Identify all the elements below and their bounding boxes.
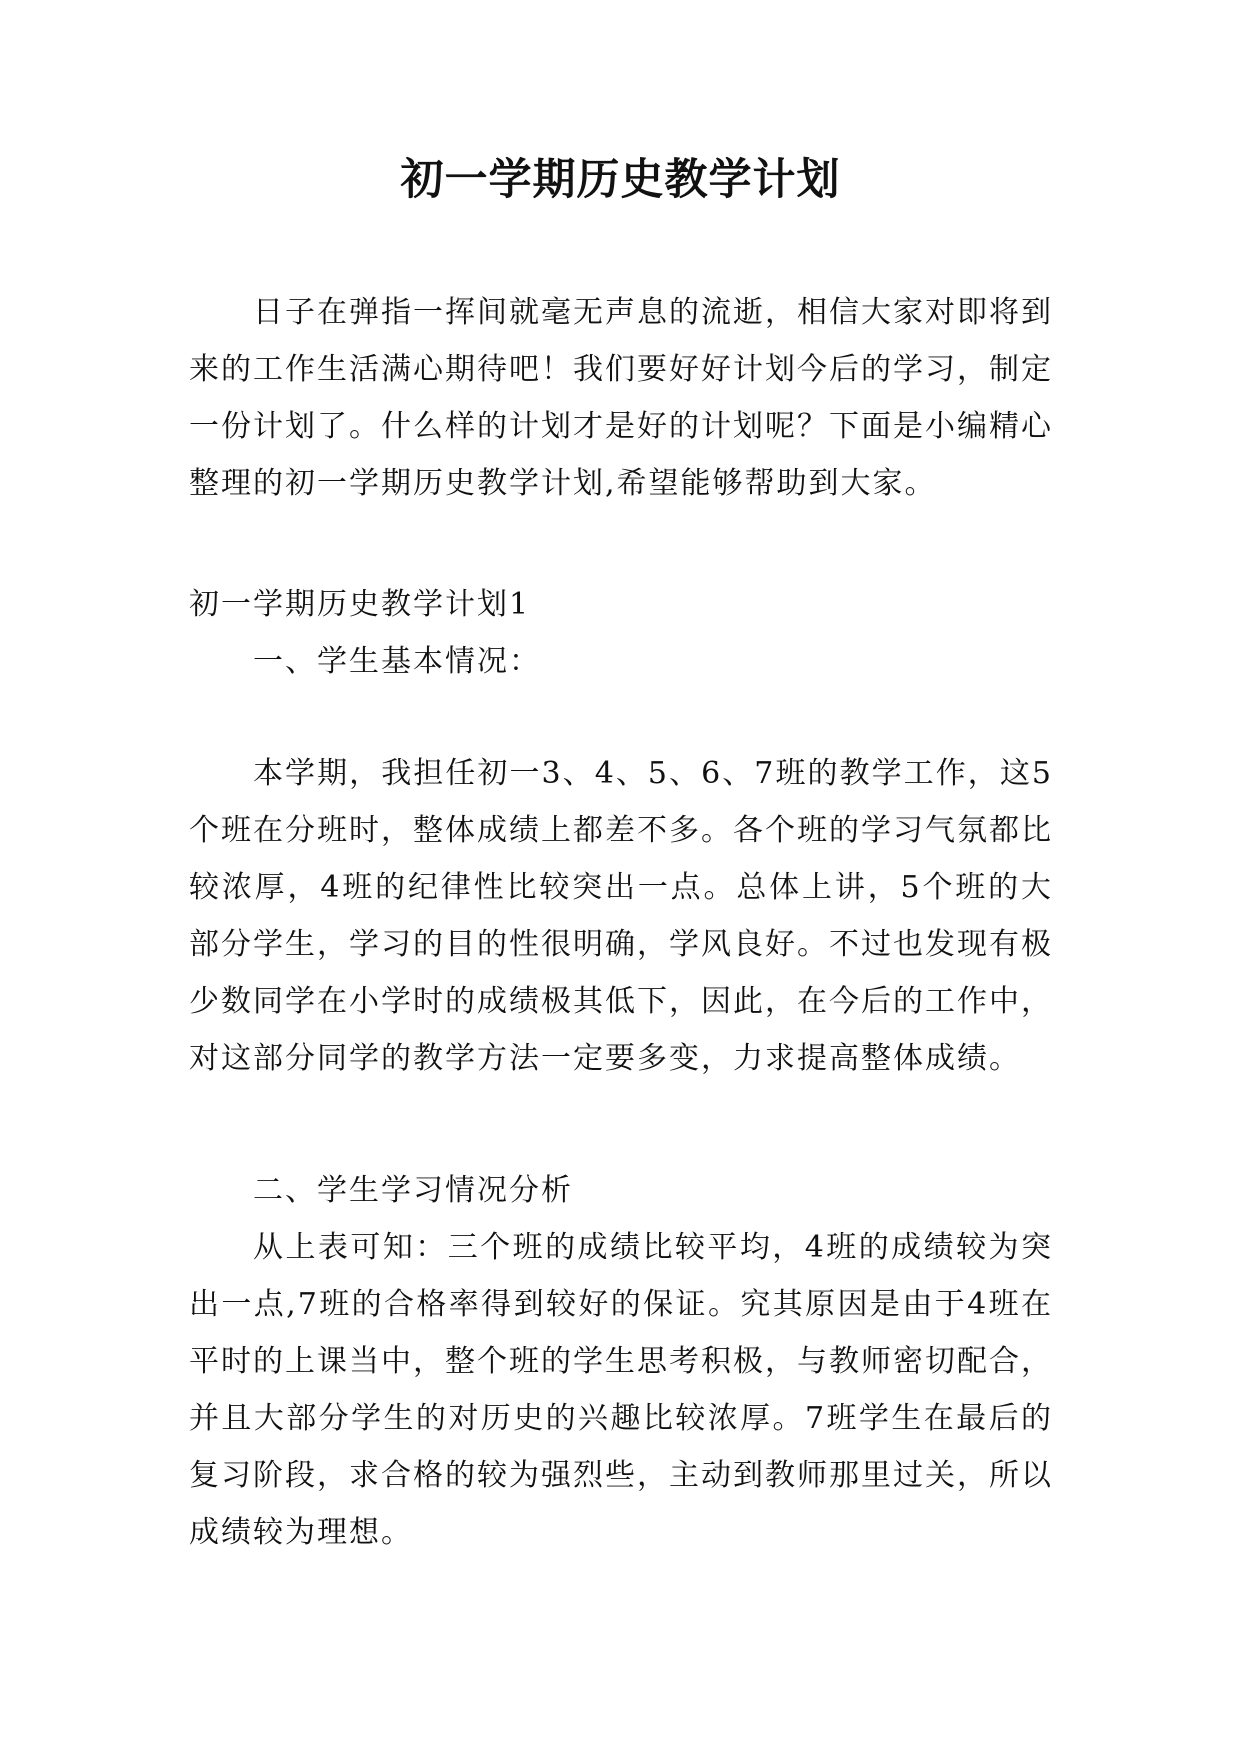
section-2-block [189,1162,1053,1561]
intro-paragraph: 日子在弹指一挥间就毫无声息的流逝，相信大家对即将到来的工作生活满心期待吧！我们要好好计划今后的学习，制定一份计划了。什么样的计划才是好的计划呢？下面是小编精心整理的初一学期历史教学计划,希望能够帮助到大家。 [189,295,1053,501]
intro-block [189,284,1053,512]
heading-basic-situation: 一、学生基本情况： [253,644,541,679]
section-1-body-block [189,745,1053,1087]
document-title: 初一学期历史教学计划 [400,155,841,205]
section-title: 初一学期历史教学计划1 [189,587,531,622]
section-1-header-block [189,576,1053,690]
heading-learning-analysis: 二、学生学习情况分析 [253,1173,573,1208]
paragraph-learning-analysis: 从上表可知：三个班的成绩比较平均，4班的成绩较为突出一点,7班的合格率得到较好的保证。究其原因是由于4班在平时的上课当中，整个班的学生思考积极，与教师密切配合，并且大部分学生的对历史的兴趣比较浓厚。7班学生在最后的复习阶段，求合格的较为强烈些，主动到教师那里过关，所以成绩较为理想。 [189,1230,1053,1550]
paragraph-basic-situation: 本学期，我担任初一3、4、5、6、7班的教学工作，这5个班在分班时，整体成绩上都差不多。各个班的学习气氛都比较浓厚，4班的纪律性比较突出一点。总体上讲，5个班的大部分学生，学习的目的性很明确，学风良好。不过也发现有极少数同学在小学时的成绩极其低下，因此，在今后的工作中，对这部分同学的教学方法一定要多变，力求提高整体成绩。 [189,756,1053,1076]
